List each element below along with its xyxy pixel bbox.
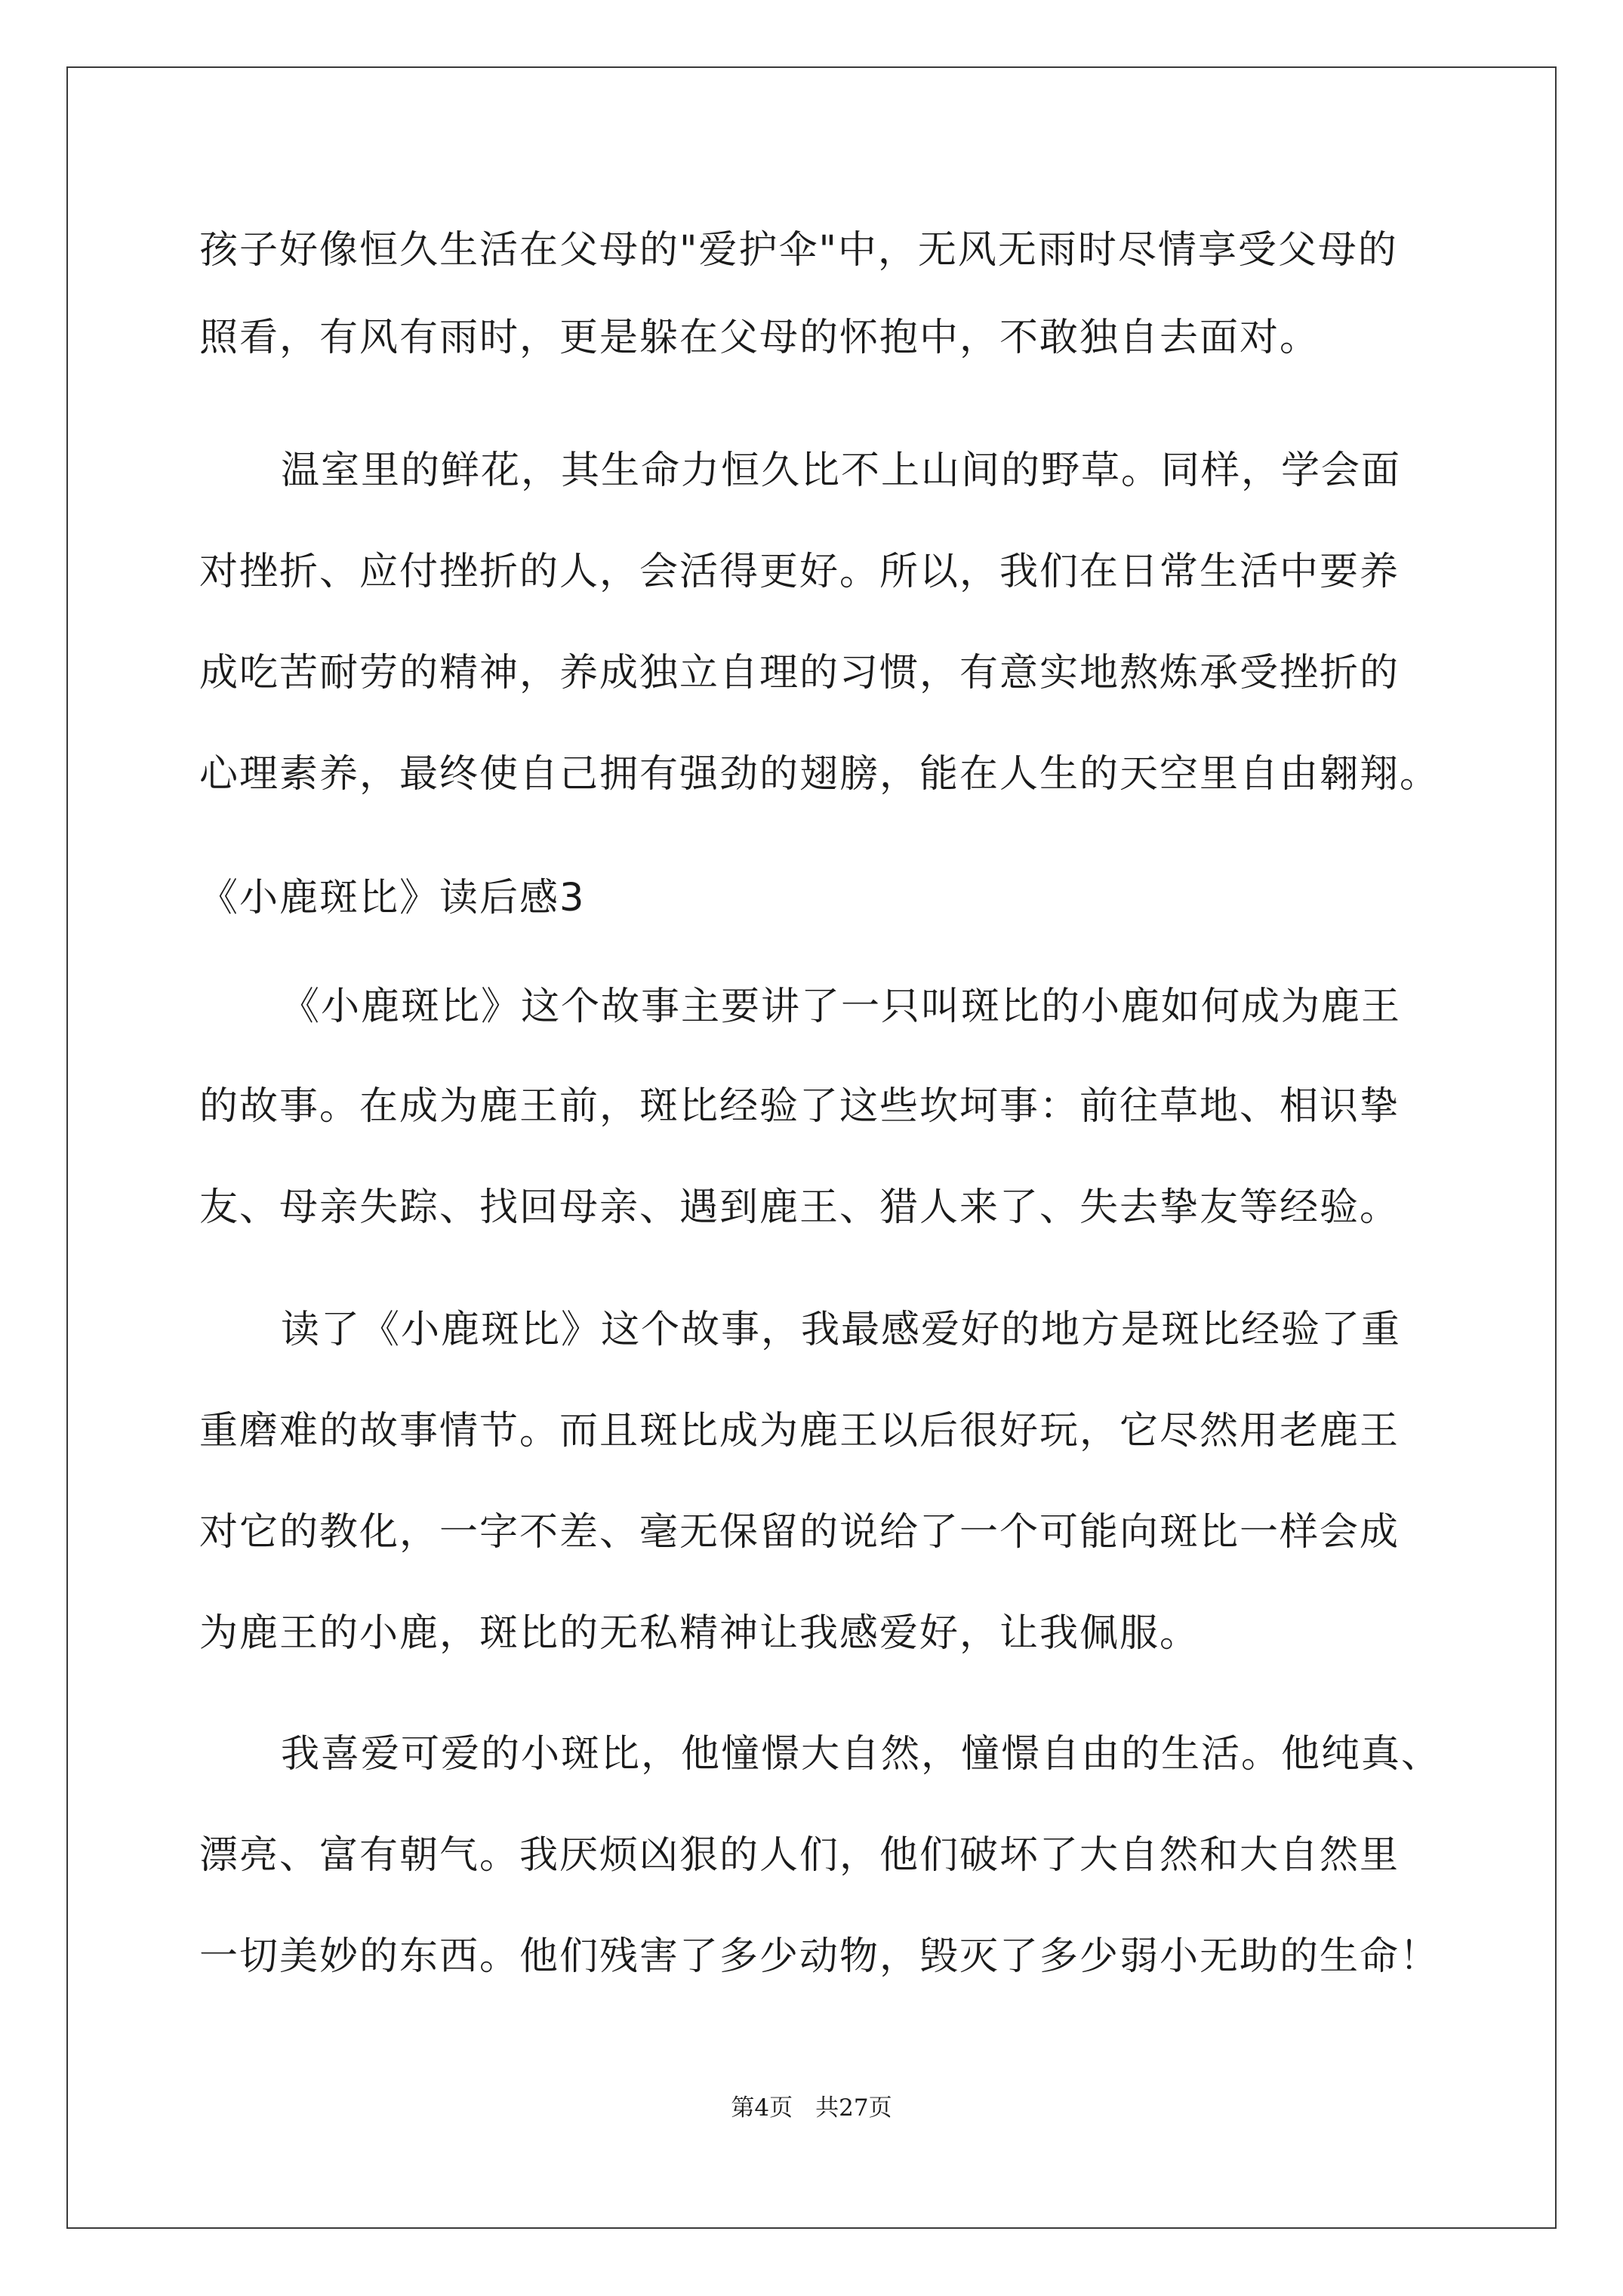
paragraph-line: 重磨难的故事情节。而且斑比成为鹿王以后很好玩，它尽然用老鹿王 <box>199 1409 1400 1453</box>
paragraph-line: 的故事。在成为鹿王前，斑比经验了这些坎坷事：前往草地、相识挚 <box>199 1084 1400 1129</box>
paragraph-line: 成吃苦耐劳的精神，养成独立自理的习惯，有意实地熬炼承受挫折的 <box>199 651 1400 695</box>
paragraph-line: 温室里的鲜花，其生命力恒久比不上山间的野草。同样，学会面 <box>281 448 1402 493</box>
page-total: 共27页 <box>815 2094 892 2122</box>
paragraph-line: 一切美妙的东西。他们残害了多少动物，毁灭了多少弱小无助的生命！ <box>199 1934 1440 1979</box>
paragraph-line: 对挫折、应付挫折的人，会活得更好。所以，我们在日常生活中要养 <box>199 550 1400 594</box>
paragraph-line: 我喜爱可爱的小斑比，他憧憬大自然，憧憬自由的生活。他纯真、 <box>281 1732 1442 1777</box>
paragraph-line: 友、母亲失踪、找回母亲、遇到鹿王、猎人来了、失去挚友等经验。 <box>199 1185 1400 1230</box>
paragraph-line: 心理素养，最终使自己拥有强劲的翅膀，能在人生的天空里自由翱翔。 <box>199 752 1440 797</box>
paragraph-line: 《小鹿斑比》这个故事主要讲了一只叫斑比的小鹿如何成为鹿王 <box>281 985 1402 1029</box>
section-heading: 《小鹿斑比》读后感3 <box>199 876 586 920</box>
page-border <box>66 66 1557 2229</box>
page-footer <box>0 2093 1623 2123</box>
paragraph-line: 漂亮、富有朝气。我厌烦凶狠的人们，他们破坏了大自然和大自然里 <box>199 1833 1400 1878</box>
paragraph-line: 孩子好像恒久生活在父母的"爱护伞"中，无风无雨时尽情享受父母的 <box>199 228 1398 273</box>
paragraph-line: 读了《小鹿斑比》这个故事，我最感爱好的地方是斑比经验了重 <box>281 1308 1402 1352</box>
paragraph-line: 对它的教化，一字不差、毫无保留的说给了一个可能向斑比一样会成 <box>199 1510 1400 1555</box>
page-number: 第4页 <box>731 2094 793 2122</box>
paragraph-line: 照看，有风有雨时，更是躲在父母的怀抱中，不敢独自去面对。 <box>199 316 1320 360</box>
paragraph-line: 为鹿王的小鹿，斑比的无私精神让我感爱好，让我佩服。 <box>199 1611 1200 1656</box>
